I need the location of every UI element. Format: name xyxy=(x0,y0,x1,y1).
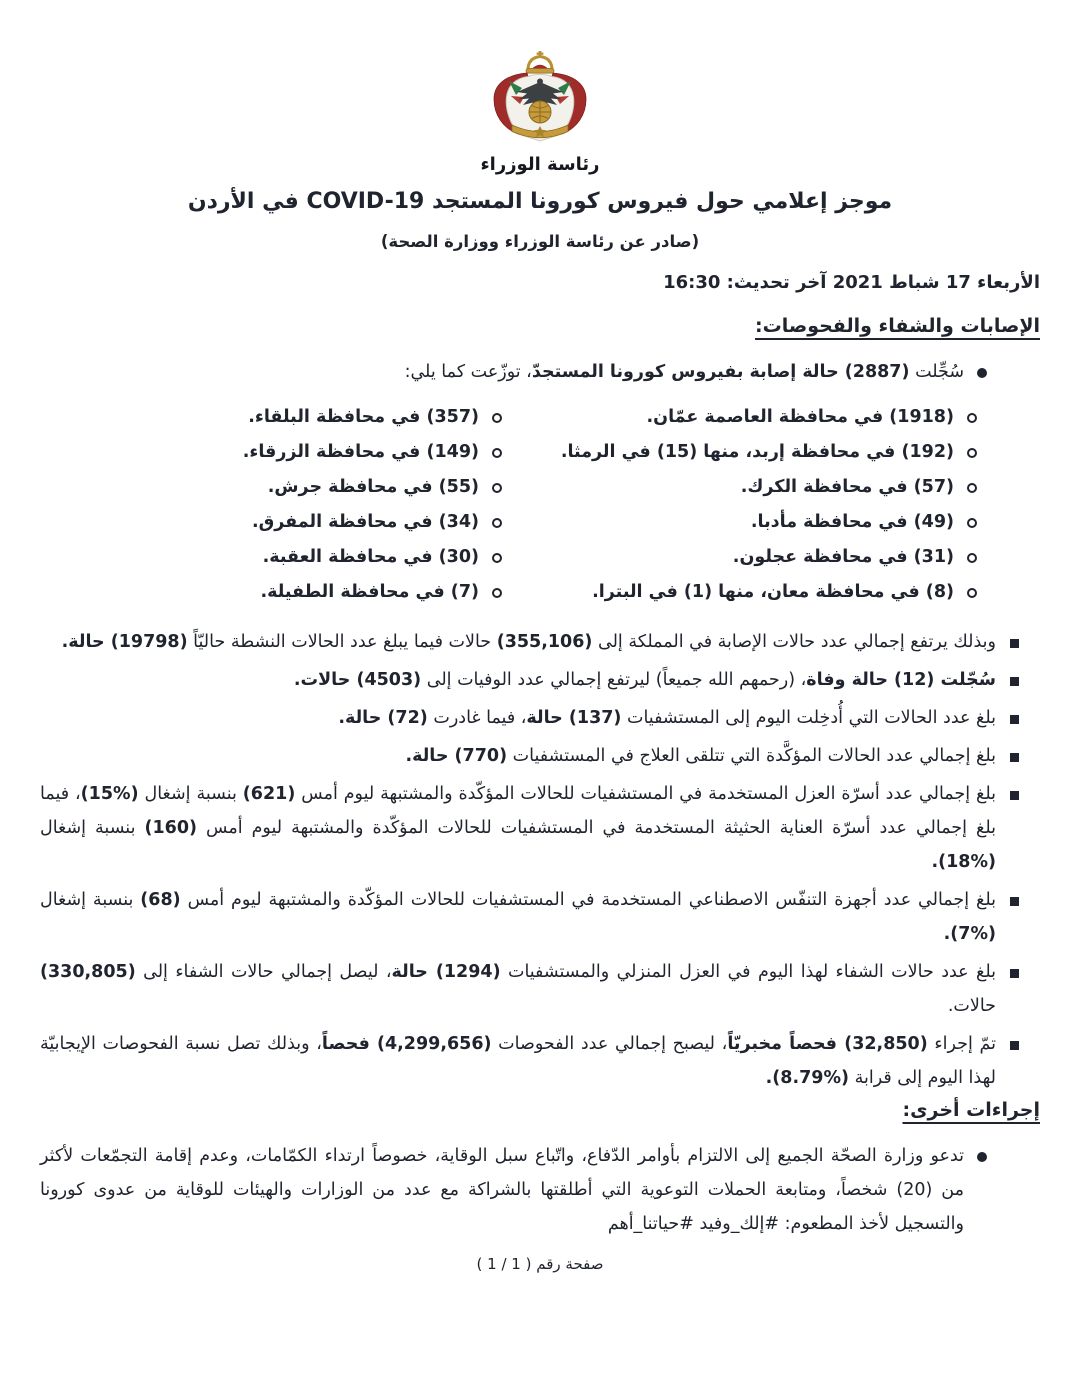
circle-bullet-icon xyxy=(479,401,515,423)
stat-item-text: بلغ عدد الحالات التي أُدخِلت اليوم إلى المستشفيات (137) حالة، فيما غادرت (72) حالة. xyxy=(338,708,996,728)
governorate-item xyxy=(40,541,515,576)
section-heading-cases: الإصابات والشفاء والفحوصات: xyxy=(755,315,1040,337)
circle-bullet-icon xyxy=(954,576,990,598)
health-ministry-advice-bullet xyxy=(40,1139,1040,1241)
square-bullet-icon xyxy=(996,663,1032,686)
circle-bullet-icon xyxy=(954,401,990,423)
governorate-item xyxy=(40,576,515,611)
stat-item xyxy=(40,955,1032,1023)
health-ministry-advice-text: تدعو وزارة الصحّة الجميع إلى الالتزام بأوامر الدّفاع، واتّباع سبل الوقاية، خصوصاً ارتداء الكمّامات، وعدم إقامة التجمّعات لأكثر من (20) شخصاً، ومتابعة الحملات التوعوية التي أطلقتها بالشراكة مع عدد من الوزارات والهيئات للوقاية من عدوى كورونا والتسجيل لأخذ المطعوم: #إلك_وفيد #حياتنا_أهم xyxy=(40,1146,964,1234)
square-bullet-icon xyxy=(996,955,1032,978)
governorate-item-text: (1918) في محافظة العاصمة عمّان. xyxy=(646,407,954,427)
disc-bullet-icon xyxy=(964,1139,1000,1162)
circle-bullet-icon xyxy=(954,541,990,563)
governorate-item-text: (192) في محافظة إربد، منها (15) في الرمثا. xyxy=(560,442,954,462)
footer-page-number: صفحة رقم ( 1 / 1 ) xyxy=(476,1255,604,1273)
square-bullet-icon xyxy=(996,777,1032,800)
stat-item xyxy=(40,883,1032,951)
intro-bullet-text: سُجِّلت (2887) حالة إصابة بفيروس كورونا المستجدّ، توزّعت كما يلي: xyxy=(404,362,964,382)
document-subtitle: (صادر عن رئاسة الوزراء ووزارة الصحة) xyxy=(380,232,700,251)
governorate-item-text: (57) في محافظة الكرك. xyxy=(740,477,954,497)
governorate-item xyxy=(40,436,515,471)
logo-caption: رئاسة الوزراء xyxy=(480,154,600,175)
governorate-item-text: (31) في محافظة عجلون. xyxy=(732,547,954,567)
circle-bullet-icon xyxy=(954,436,990,458)
governorate-item-text: (357) في محافظة البلقاء. xyxy=(248,407,479,427)
governorate-item xyxy=(515,576,990,611)
stat-item-text: بلغ عدد حالات الشفاء لهذا اليوم في العزل المنزلي والمستشفيات (1294) حالة، ليصل إجمالي حالات الشفاء إلى (330,805) حالات. xyxy=(40,962,997,1016)
governorate-item xyxy=(40,401,515,436)
governorate-item-text: (149) في محافظة الزرقاء. xyxy=(242,442,479,462)
governorate-item-text: (8) في محافظة معان، منها (1) في البترا. xyxy=(592,582,954,602)
stat-item-text: تمّ إجراء (32,850) فحصاً مخبريّاً، ليصبح إجمالي عدد الفحوصات (4,299,656) فحصاً، وبذلك تصل نسبة الفحوصات الإيجابيّة لهذا اليوم إلى قرابة (%8.79). xyxy=(40,1034,996,1088)
document-title: موجز إعلامي حول فيروس كورونا المستجد COVID-19 في الأردن xyxy=(187,189,893,214)
governorate-item-text: (49) في محافظة مأدبا. xyxy=(750,512,954,532)
statistics-list xyxy=(40,625,1040,1095)
governorate-item xyxy=(40,471,515,506)
square-bullet-icon xyxy=(996,1027,1032,1050)
logo-block xyxy=(40,50,1040,175)
stat-item xyxy=(40,1027,1032,1095)
stat-item xyxy=(40,625,1032,659)
stat-item-text: بلغ إجمالي عدد أجهزة التنفّس الاصطناعي المستخدمة في المستشفيات للحالات المؤكّدة والمشتبهة ليوم أمس (68) بنسبة إشغال (%7). xyxy=(40,890,997,944)
square-bullet-icon xyxy=(996,883,1032,906)
stat-item-text: سُجّلت (12) حالة وفاة، (رحمهم الله جميعاً) ليرتفع إجمالي عدد الوفيات إلى (4503) حالات. xyxy=(293,670,996,690)
circle-bullet-icon xyxy=(479,471,515,493)
stat-item xyxy=(40,663,1032,697)
governorate-column-right xyxy=(515,401,990,611)
governorate-item xyxy=(40,506,515,541)
date-line: الأربعاء 17 شباط 2021 آخر تحديث: 16:30 xyxy=(663,272,1040,293)
governorate-column-left xyxy=(40,401,515,611)
circle-bullet-icon xyxy=(954,506,990,528)
governorate-item-text: (7) في محافظة الطفيلة. xyxy=(260,582,479,602)
square-bullet-icon xyxy=(996,625,1032,648)
disc-bullet-icon xyxy=(964,355,1000,378)
governorate-item xyxy=(515,471,990,506)
square-bullet-icon xyxy=(996,701,1032,724)
circle-bullet-icon xyxy=(479,506,515,528)
jordan-coat-of-arms-icon xyxy=(465,50,615,148)
section-heading-other-measures: إجراءات أخرى: xyxy=(902,1099,1040,1121)
governorate-item xyxy=(515,401,990,436)
governorate-item-text: (55) في محافظة جرش. xyxy=(267,477,479,497)
circle-bullet-icon xyxy=(479,541,515,563)
circle-bullet-icon xyxy=(954,471,990,493)
stat-item xyxy=(40,739,1032,773)
governorate-item xyxy=(515,541,990,576)
stat-item xyxy=(40,777,1032,879)
circle-bullet-icon xyxy=(479,576,515,598)
governorate-item xyxy=(515,506,990,541)
governorate-item-text: (30) في محافظة العقبة. xyxy=(262,547,479,567)
governorate-item xyxy=(515,436,990,471)
stat-item-text: بلغ إجمالي عدد الحالات المؤكَّدة التي تتلقى العلاج في المستشفيات (770) حالة. xyxy=(405,746,996,766)
stat-item-text: بلغ إجمالي عدد أسرّة العزل المستخدمة في المستشفيات للحالات المؤكّدة والمشتبهة ليوم أمس (621) بنسبة إشغال (%15)، فيما بلغ إجمالي عدد أسرّة العناية الحثيثة المستخدمة في المستشفيات للحالات المؤكّدة والمشتبهة ليوم أمس (160) بنسبة إشغال (%18). xyxy=(40,784,996,872)
intro-bullet xyxy=(40,355,1040,389)
stat-item-text: وبذلك يرتفع إجمالي عدد حالات الإصابة في المملكة إلى (355,106) حالات فيما يبلغ عدد الحالات النشطة حاليّاً (19798) حالة. xyxy=(61,632,996,652)
square-bullet-icon xyxy=(996,739,1032,762)
stat-item xyxy=(40,701,1032,735)
governorate-grid xyxy=(40,401,1040,611)
circle-bullet-icon xyxy=(479,436,515,458)
governorate-item-text: (34) في محافظة المفرق. xyxy=(251,512,479,532)
